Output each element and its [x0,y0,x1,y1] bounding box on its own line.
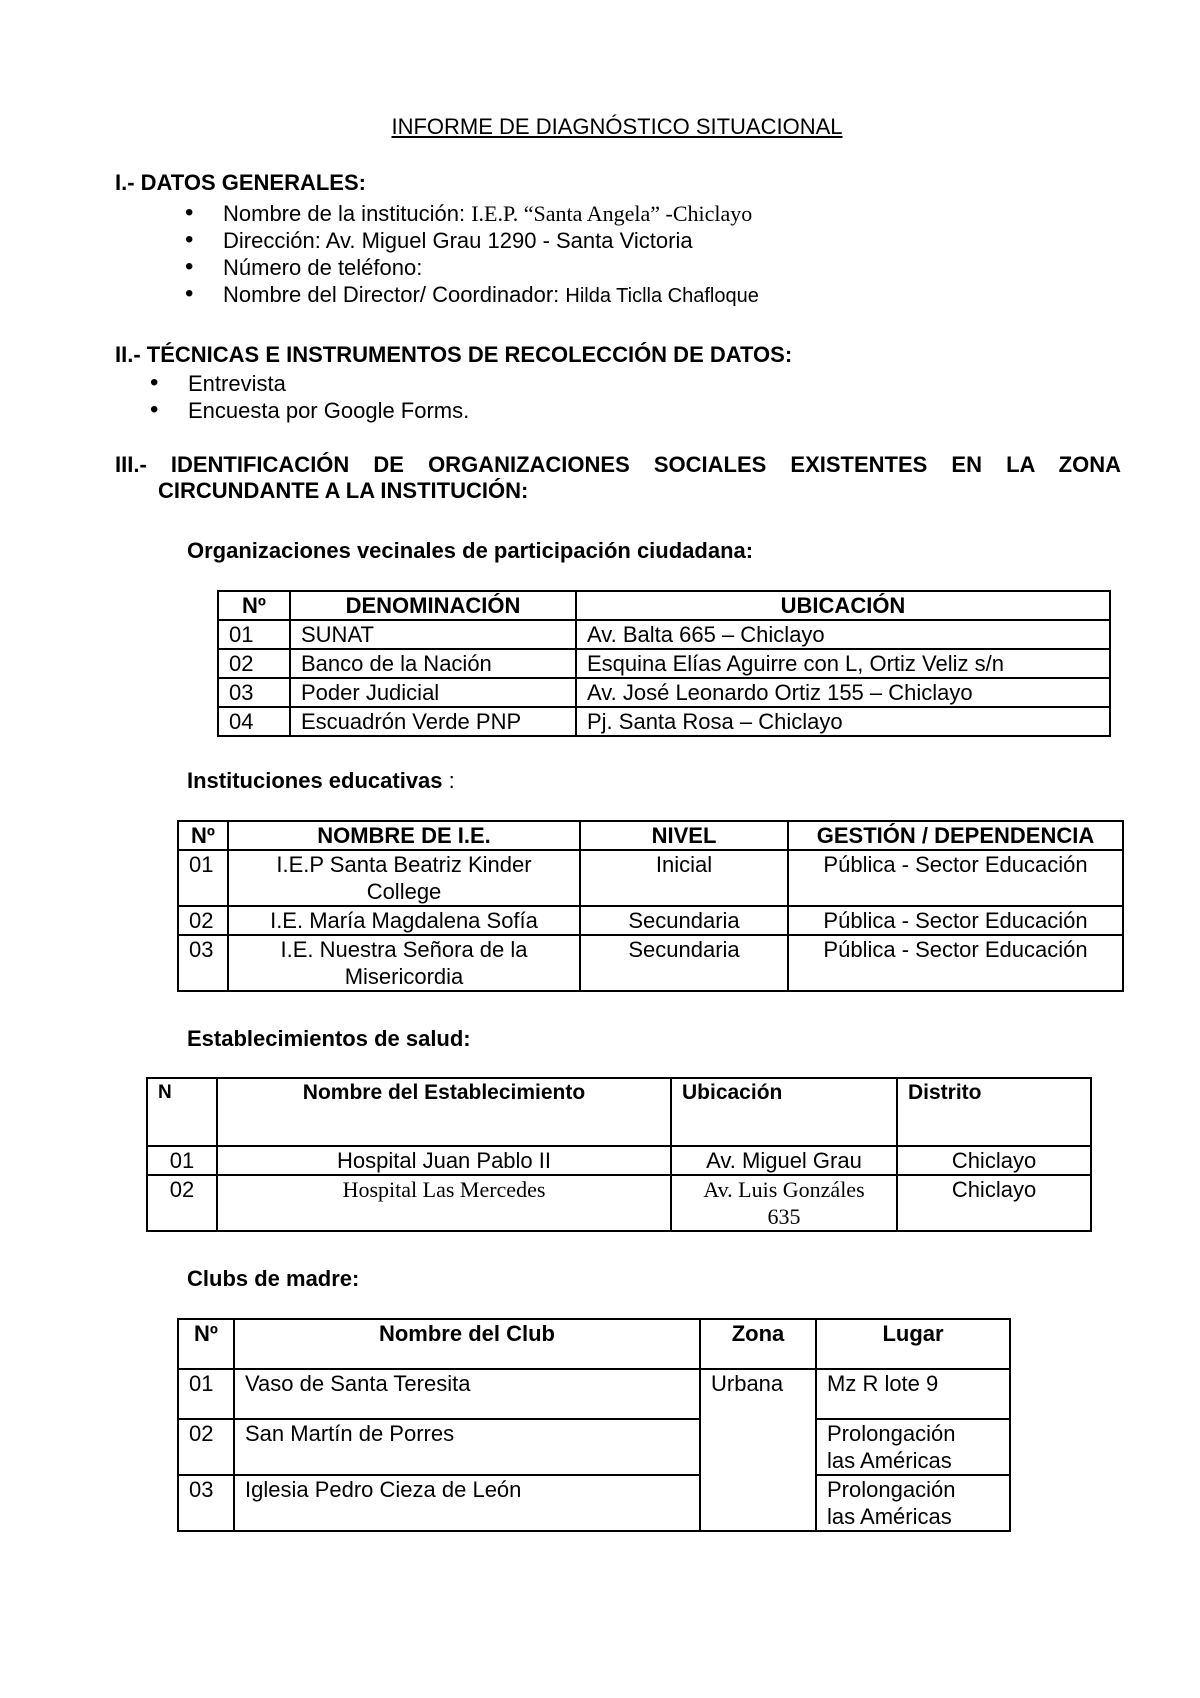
list-item [183,227,759,254]
cell: 02 [178,906,228,935]
cell: Esquina Elías Aguirre con L, Ortiz Veliz s/n [576,649,1110,678]
col-header: Nº [218,591,290,620]
col-header: Distrito [897,1078,1091,1146]
cell: Escuadrón Verde PNP [290,707,576,736]
cell: Pj. Santa Rosa – Chiclayo [576,707,1110,736]
table-header-row [178,821,1123,850]
section-2-heading: II.- TÉCNICAS E INSTRUMENTOS DE RECOLECCIÓN DE DATOS: [115,342,793,367]
col-header: Zona [700,1319,816,1369]
cell: Banco de la Nación [290,649,576,678]
cell: SUNAT [290,620,576,649]
table-row [147,1146,1091,1175]
table-row [178,850,1123,906]
cell: 02 [218,649,290,678]
cell: San Martín de Porres [234,1419,700,1475]
clubs-table [177,1318,1011,1532]
cell: Pública - Sector Educación [788,935,1123,991]
col-header: N [147,1078,217,1146]
list-item: • Entrevista [148,370,469,397]
list-item [183,254,759,281]
cell: Prolongación las Américas [816,1475,1010,1531]
table-header-row [218,591,1110,620]
cell: I.E.P Santa Beatriz Kinder College [228,850,580,906]
cell: I.E. Nuestra Señora de la Misericordia [228,935,580,991]
cell: 03 [178,935,228,991]
general-data-list [183,200,759,308]
cell: Secundaria [580,935,788,991]
techniques-list [148,370,469,424]
table-row [178,1475,1010,1531]
cell: I.E. María Magdalena Sofía [228,906,580,935]
health-table [146,1077,1092,1232]
col-header: Lugar [816,1319,1010,1369]
cell: Chiclayo [897,1175,1091,1231]
col-header: Ubicación [671,1078,897,1146]
schools-table [177,820,1124,992]
col-header: NOMBRE DE I.E. [228,821,580,850]
cell: Prolongación las Américas [816,1419,1010,1475]
cell: Inicial [580,850,788,906]
section-1-heading: I.- DATOS GENERALES: [115,170,366,195]
document-title: INFORME DE DIAGNÓSTICO SITUACIONAL [391,114,843,139]
schools-heading-text: Instituciones educativas [187,768,443,793]
cell: Hospital Las Mercedes [217,1175,671,1231]
cell: Av. Luis Gonzáles 635 [671,1175,897,1231]
schools-heading [187,768,455,794]
cell: Iglesia Pedro Cieza de León [234,1475,700,1531]
table-row [178,1419,1010,1475]
table-header-row [178,1319,1010,1369]
item-value: Hilda Ticlla Chafloque [565,285,759,307]
col-header: GESTIÓN / DEPENDENCIA [788,821,1123,850]
item-label: Dirección: Av. Miguel Grau 1290 - Santa Victoria [223,228,693,253]
table-row [218,620,1110,649]
table-header-row [147,1078,1091,1146]
col-header: UBICACIÓN [576,591,1110,620]
cell: 01 [147,1146,217,1175]
cell: 03 [218,678,290,707]
health-heading: Establecimientos de salud: [187,1026,471,1051]
section-3-heading-line1: III.- IDENTIFICACIÓN DE ORGANIZACIONES SOCIALES EXISTENTES EN LA ZONA [115,452,1121,477]
cell: Av. Miguel Grau [671,1146,897,1175]
table-row [218,649,1110,678]
cell: Av. Balta 665 – Chiclayo [576,620,1110,649]
col-header: DENOMINACIÓN [290,591,576,620]
cell: 01 [178,850,228,906]
item-label: Nombre del Director/ Coordinador: [223,282,566,307]
col-header: Nombre del Establecimiento [217,1078,671,1146]
cell: Secundaria [580,906,788,935]
item-value: I.E.P. “Santa Angela” -Chiclayo [471,201,753,226]
col-header: Nº [178,1319,234,1369]
table-row [178,1369,1010,1419]
item-label: Nombre de la institución: [223,201,472,226]
cell: Vaso de Santa Teresita [234,1369,700,1419]
orgs-table [217,590,1111,737]
list-item: • Encuesta por Google Forms. [148,397,469,424]
cell: 02 [178,1419,234,1475]
table-row [178,906,1123,935]
col-header: NIVEL [580,821,788,850]
section-3-heading-line2: CIRCUNDANTE A LA INSTITUCIÓN: [158,478,529,503]
cell: Mz R lote 9 [816,1369,1010,1419]
zona-cell: Urbana [700,1369,816,1531]
list-item [183,200,759,227]
cell: 01 [218,620,290,649]
cell: 01 [178,1369,234,1419]
col-header: Nº [178,821,228,850]
item-label: Número de teléfono: [223,255,423,280]
table-row [218,678,1110,707]
cell: 02 [147,1175,217,1231]
table-row [218,707,1110,736]
cell: Chiclayo [897,1146,1091,1175]
cell: 03 [178,1475,234,1531]
table-row [147,1175,1091,1231]
cell: 04 [218,707,290,736]
list-item [183,281,759,308]
cell: Pública - Sector Educación [788,850,1123,906]
clubs-heading: Clubs de madre: [187,1266,360,1291]
table-row [178,935,1123,991]
cell: Pública - Sector Educación [788,906,1123,935]
col-header: Nombre del Club [234,1319,700,1369]
cell: Av. José Leonardo Ortiz 155 – Chiclayo [576,678,1110,707]
cell: Hospital Juan Pablo II [217,1146,671,1175]
orgs-heading: Organizaciones vecinales de participación ciudadana: [187,538,754,563]
cell: Poder Judicial [290,678,576,707]
schools-heading-suffix: : [442,768,455,793]
